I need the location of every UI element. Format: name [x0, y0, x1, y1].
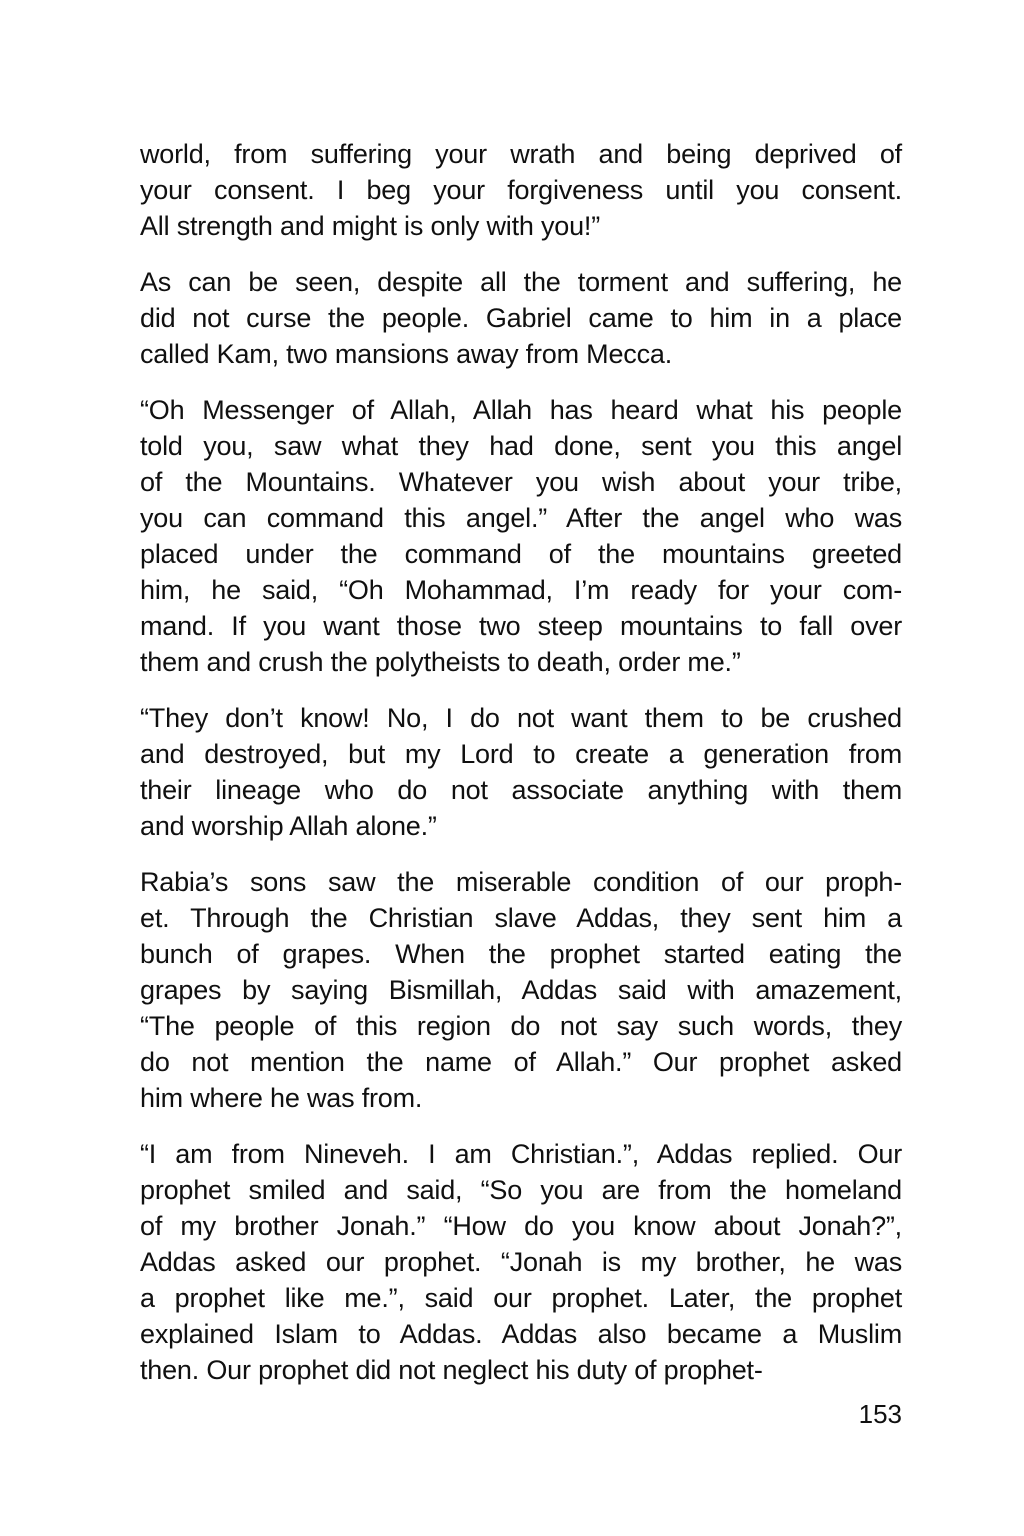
text-line: prophet smiled and said, “So you are from the homeland: [140, 1175, 902, 1205]
text-line: then. Our prophet did not neglect his duty of prophet-: [140, 1355, 763, 1385]
text-line: their lineage who do not associate anything with them: [140, 775, 902, 805]
text-line: a prophet like me.”, said our prophet. Later, the prophet: [140, 1283, 902, 1313]
text-line: bunch of grapes. When the prophet started eating the: [140, 939, 902, 969]
text-line: of my brother Jonah.” “How do you know about Jonah?”,: [140, 1211, 902, 1241]
text-line: and worship Allah alone.”: [140, 811, 437, 841]
text-line: told you, saw what they had done, sent you this angel: [140, 431, 902, 461]
text-line: world, from suffering your wrath and being deprived of: [140, 139, 902, 169]
text-line: and destroyed, but my Lord to create a generation from: [140, 739, 902, 769]
text-line: him where he was from.: [140, 1083, 423, 1113]
text-line: him, he said, “Oh Mohammad, I’m ready for your com-: [140, 575, 902, 605]
text-line: do not mention the name of Allah.” Our prophet asked: [140, 1047, 902, 1077]
paragraph: [140, 136, 902, 244]
text-line: “I am from Nineveh. I am Christian.”, Addas replied. Our: [140, 1139, 902, 1169]
text-line: your consent. I beg your forgiveness until you consent.: [140, 175, 902, 205]
text-line: of the Mountains. Whatever you wish about your tribe,: [140, 467, 902, 497]
text-line: mand. If you want those two steep mountains to fall over: [140, 611, 902, 641]
text-line: As can be seen, despite all the torment and suffering, he: [140, 267, 902, 297]
paragraph: [140, 264, 902, 372]
text-line: All strength and might is only with you!”: [140, 211, 601, 241]
text-line: did not curse the people. Gabriel came to him in a place: [140, 303, 902, 333]
page-text: [140, 136, 902, 1408]
text-line: you can command this angel.” After the angel who was: [140, 503, 902, 533]
text-line: “The people of this region do not say such words, they: [140, 1011, 902, 1041]
text-line: them and crush the polytheists to death, order me.”: [140, 647, 741, 677]
text-line: Rabia’s sons saw the miserable condition of our proph-: [140, 867, 902, 897]
text-line: “They don’t know! No, I do not want them to be crushed: [140, 703, 902, 733]
text-line: explained Islam to Addas. Addas also became a Muslim: [140, 1319, 902, 1349]
paragraph: [140, 392, 902, 680]
paragraph: [140, 1136, 902, 1388]
page-number: 153: [858, 1399, 902, 1429]
text-line: “Oh Messenger of Allah, Allah has heard what his people: [140, 395, 902, 425]
text-line: et. Through the Christian slave Addas, they sent him a: [140, 903, 902, 933]
text-line: grapes by saying Bismillah, Addas said with amazement,: [140, 975, 902, 1005]
text-line: placed under the command of the mountains greeted: [140, 539, 902, 569]
text-line: called Kam, two mansions away from Mecca.: [140, 339, 672, 369]
text-line: Addas asked our prophet. “Jonah is my brother, he was: [140, 1247, 902, 1277]
paragraph: [140, 864, 902, 1116]
paragraph: [140, 700, 902, 844]
